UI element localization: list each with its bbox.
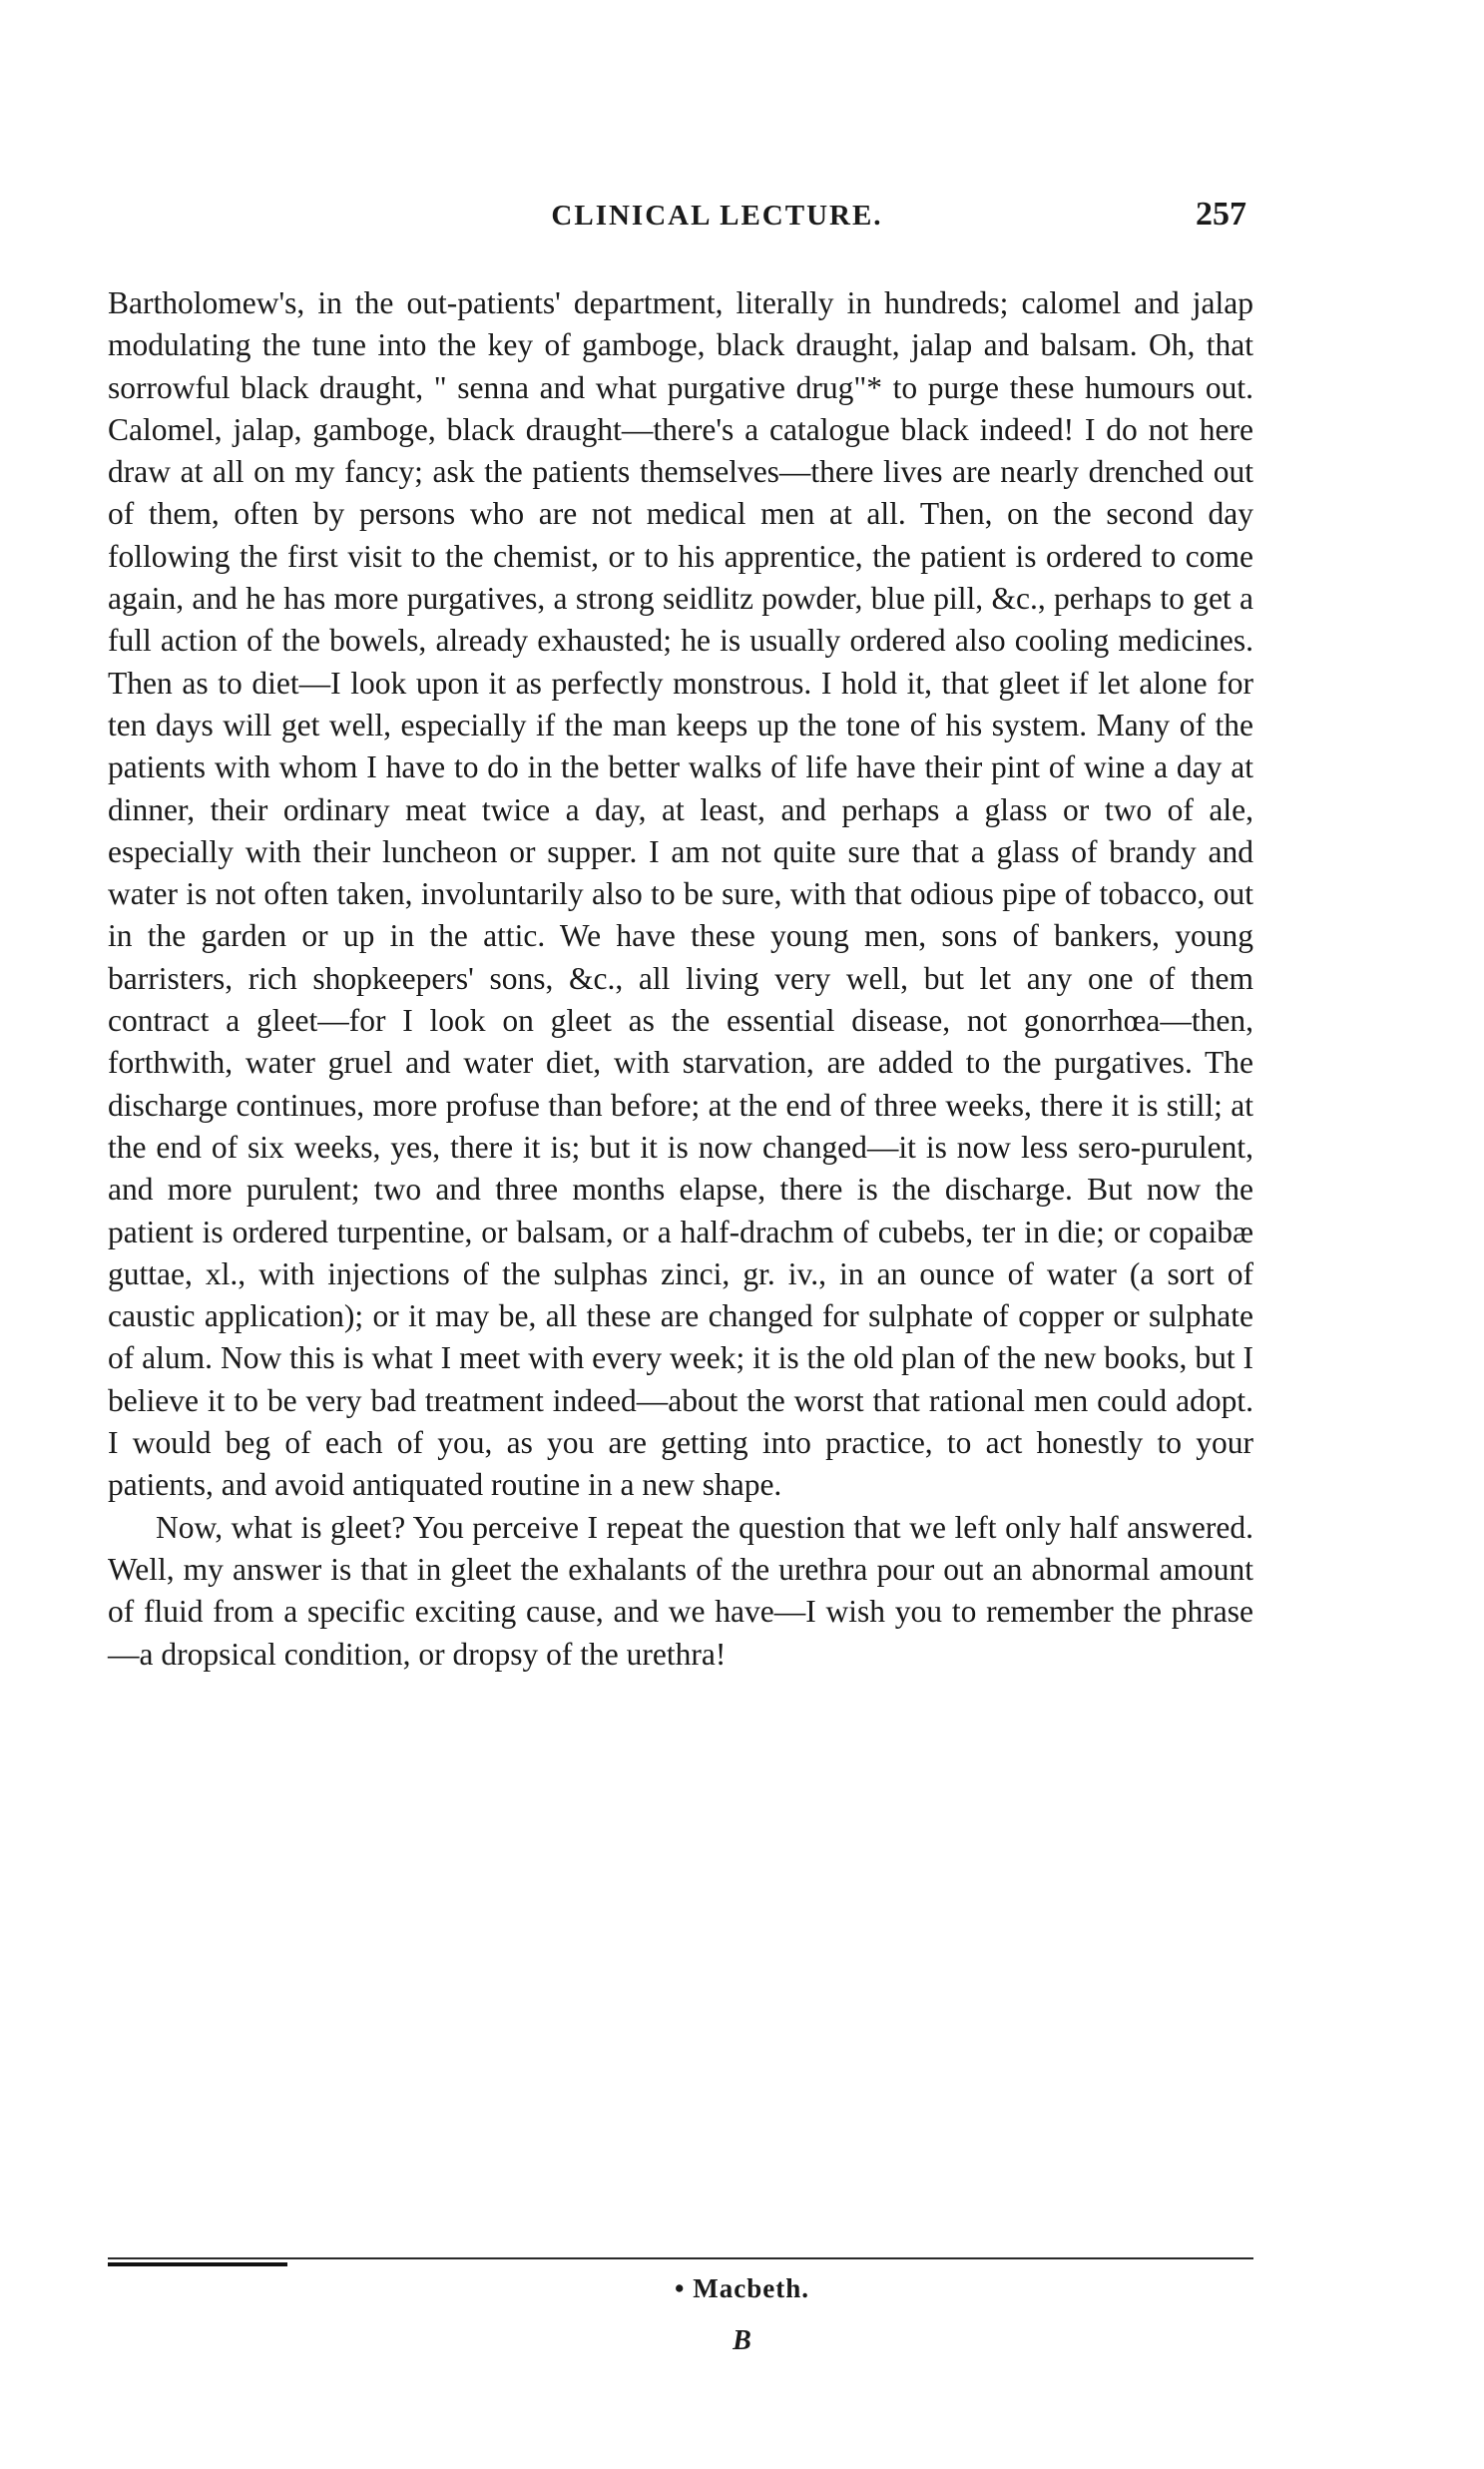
page-number: 257 [1196, 196, 1246, 233]
paragraph-2: Now, what is gleet? You perceive I repeat the question that we left only half answered. Well, my answer is that in gleet the exhalants of the urethra pour out an abnormal amount of fluid from a specific exciting cause, and we have—I wish you to remember the phrase—a dropsical condition, or dropsy of the urethra! [108, 1509, 1253, 1672]
body-text [108, 282, 1253, 1676]
footnote-rule [108, 2257, 1253, 2259]
signature-mark: B [733, 2325, 751, 2356]
footnote-rule-heavy [108, 2262, 287, 2266]
footnote: • Macbeth. [675, 2273, 809, 2303]
running-title: CLINICAL LECTURE. [551, 200, 883, 232]
paragraph-1: Bartholomew's, in the out-patients' department, literally in hundreds; calomel and jalap modulating the tune into the key of gamboge, black draught, jalap and balsam. Oh, that sorrowful black draught, " senna and what purgative drug"* to purge these humours out. Calomel, jalap, gamboge, black draught—there's a catalogue black indeed! I do not here draw at all on my fancy; ask the patients themselves—there lives are nearly drenched out of them, often by persons who are not medical men at all. Then, on the second day following the first visit to the chemist, or to his apprentice, the patient is ordered to come again, and he has more purgatives, a strong seidlitz powder, blue pill, &c., perhaps to get a full action of the bowels, already exhausted; he is usually ordered also cooling medicines. Then as to diet—I look upon it as perfectly monstrous. I hold it, that gleet if let alone for ten days will get well, especially if the man keeps up the tone of his system. Many of the patients with whom I have to do in the better walks of life have their pint of wine a day at dinner, their ordinary meat twice a day, at least, and perhaps a glass or two of ale, especially with their luncheon or supper. I am not quite sure that a glass of brandy and water is not often taken, involuntarily also to be sure, with that odious pipe of tobacco, out in the garden or up in the attic. We have these young men, sons of bankers, young barristers, rich shopkeepers' sons, &c., all living very well, but let any one of them contract a gleet—for I look on gleet as the essential disease, not gonorrhœa—then, forthwith, water gruel and water diet, with starvation, are added to the purgatives. The discharge continues, more profuse than before; at the end of three weeks, there it is still; at the end of six weeks, yes, there it is; but it is now changed—it is now less sero-purulent, and more purulent; two and three months elapse, there is the discharge. But now the patient is ordered turpentine, or balsam, or a half-drachm of cubebs, ter in die; or copaibæ guttae, xl., with injections of the sulphas zinci, gr. iv., in an ounce of water (a sort of caustic application); or it may be, all these are changed for sulphate of copper or sulphate of alum. Now this is what I meet with every week; it is the old plan of the new books, but I believe it to be very bad treatment indeed—about the worst that rational men could adopt. I would beg of each of you, as you are getting into practice, to act honestly to your patients, and avoid antiquated routine in a new shape. [108, 285, 1253, 1503]
running-head [188, 196, 1246, 242]
